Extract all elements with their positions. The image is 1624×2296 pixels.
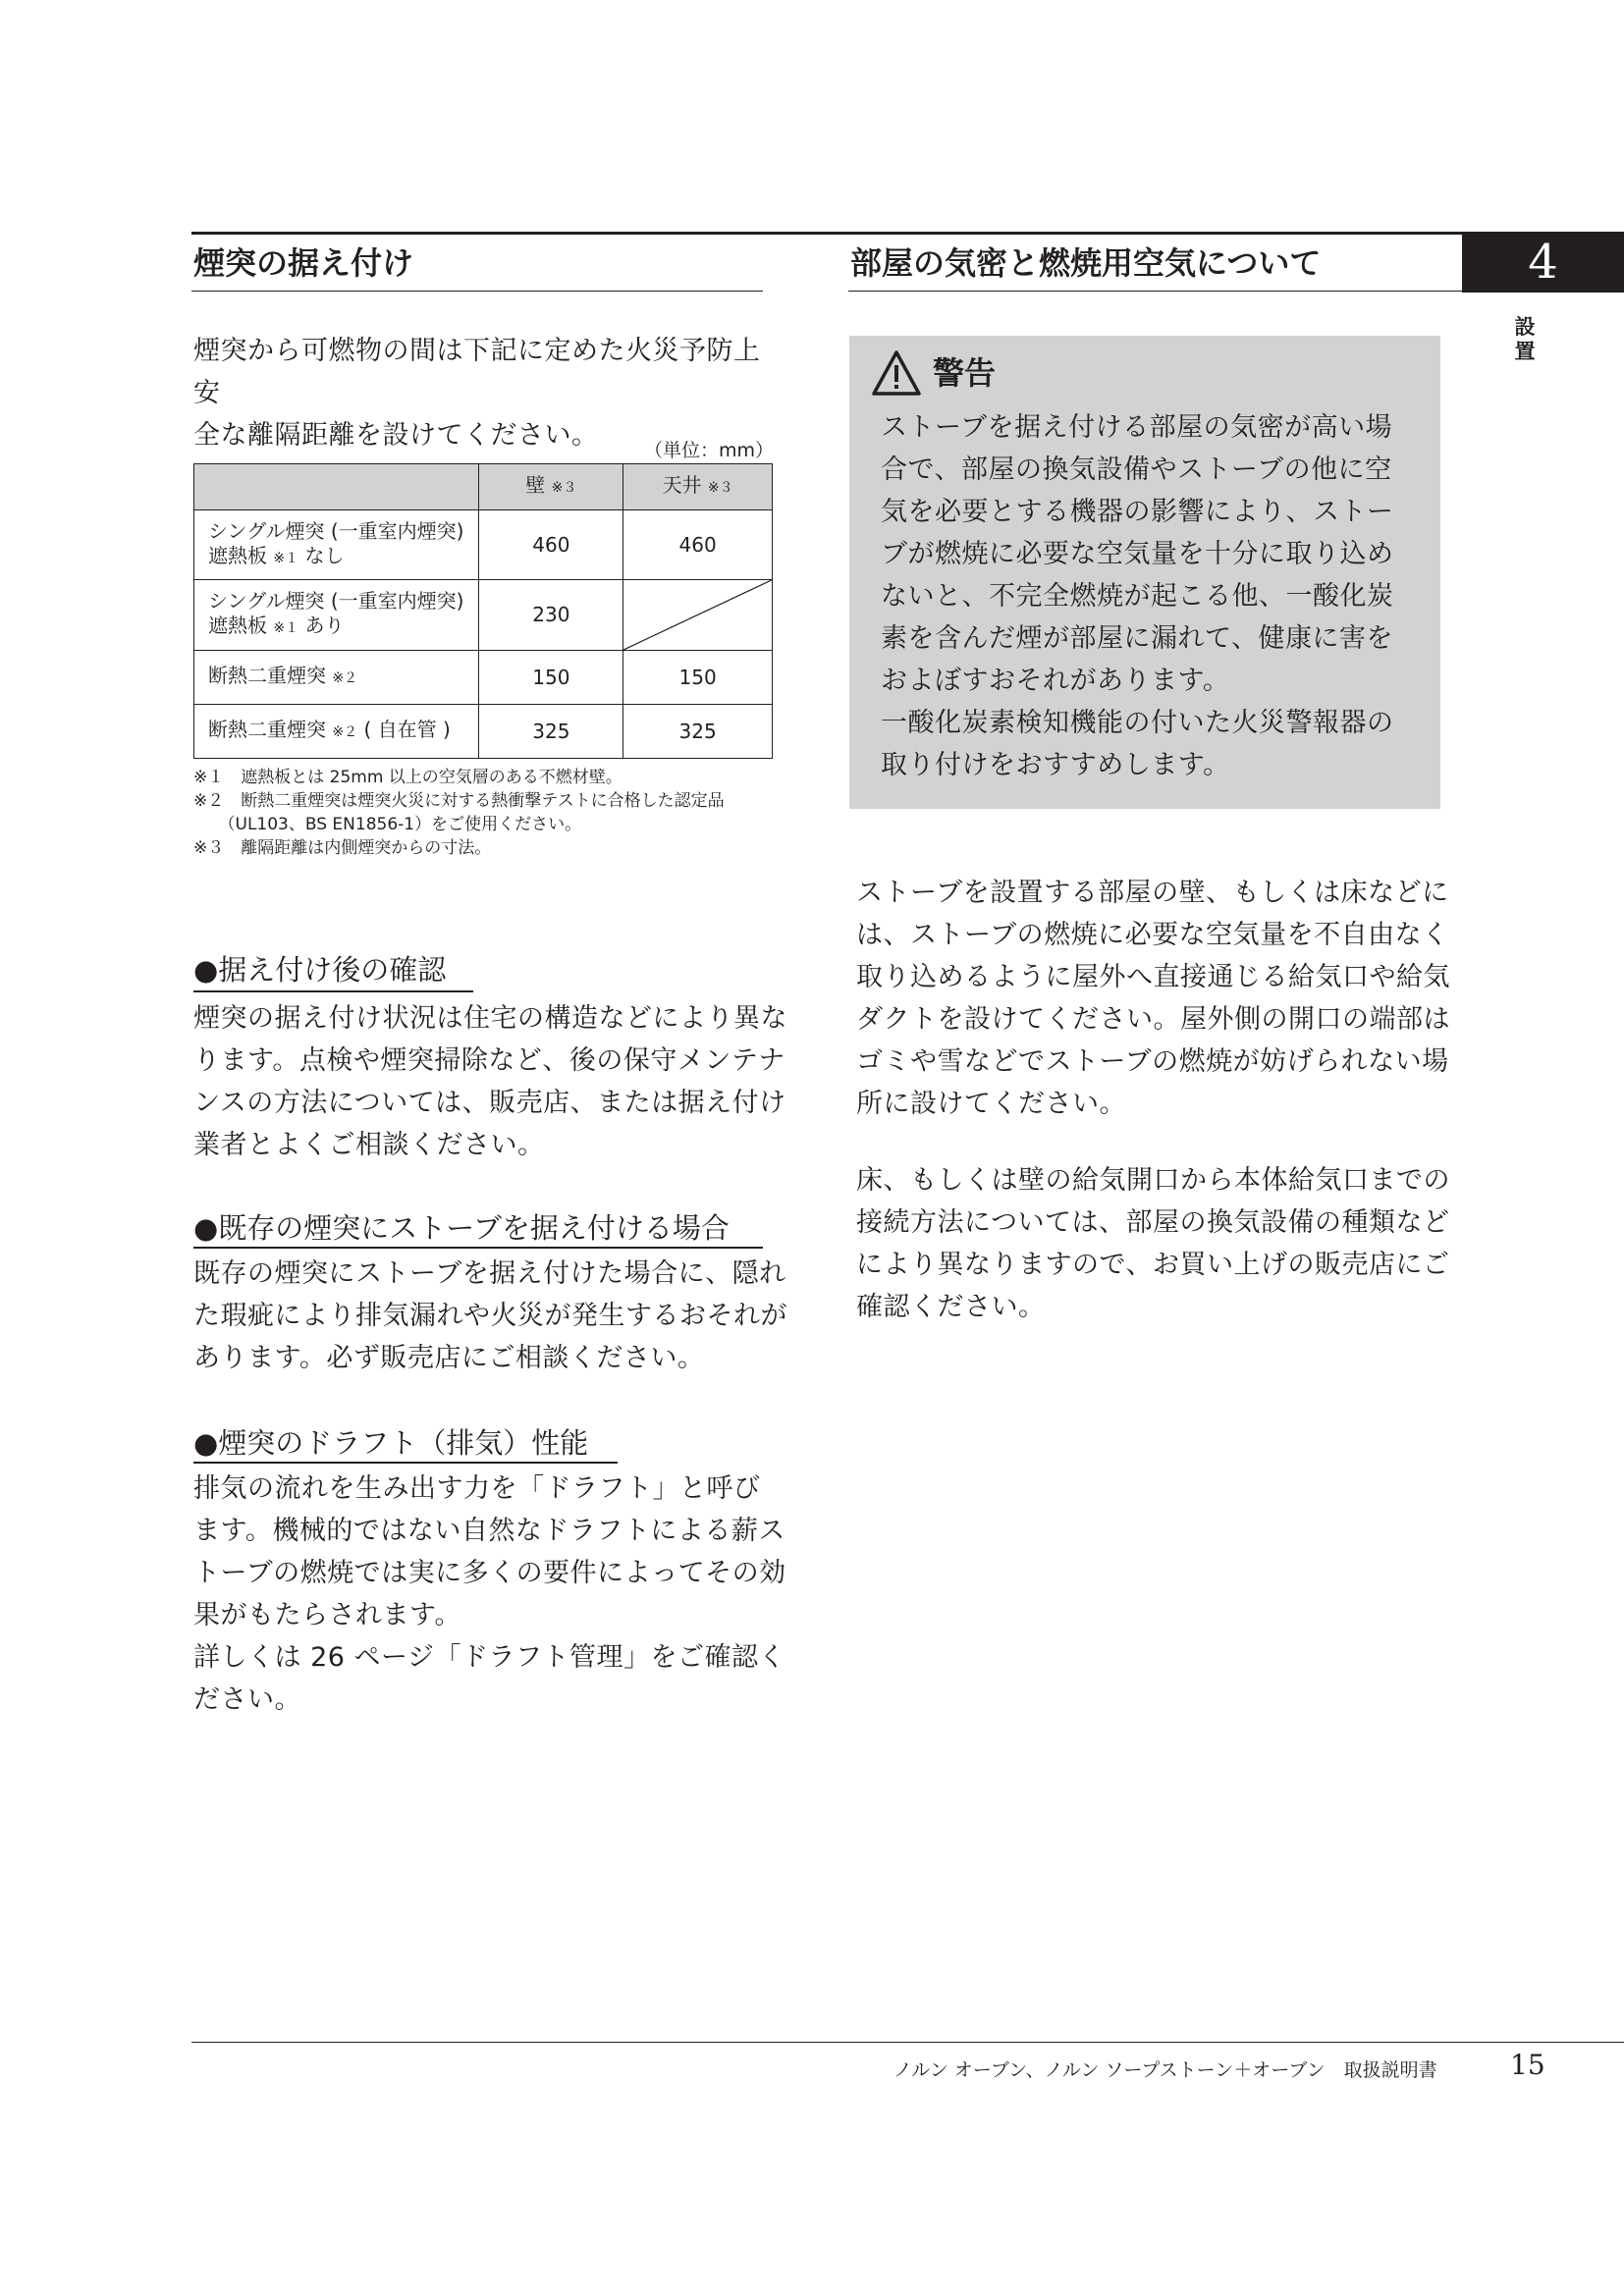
footer-rule	[191, 2042, 1624, 2043]
note-line: ※１ 遮熱板とは 25mm 以上の空気層のある不燃材壁。	[193, 768, 623, 787]
table-row-label: 断熱二重煙突 ※２ ( 自在管 )	[194, 705, 479, 759]
section-body: 煙突の据え付け状況は住宅の構造などにより異な ります。点検や煙突掃除など、後の保守メンテナ ンスの方法については、販売店、または据え付け 業者とよくご相談ください。	[193, 1003, 787, 1160]
section-heading-underline	[193, 990, 473, 992]
section-heading: ●据え付け後の確認	[193, 953, 447, 987]
table-row	[194, 510, 773, 580]
intro-line: 全な離隔距離を設けてください。	[193, 420, 599, 451]
page-number: 15	[1510, 2049, 1545, 2081]
section-body: 既存の煙突にストーブを据え付けた場合に、隠れ た瑕疵により排気漏れや火災が発生するおそれが あります。必ず販売店にご相談ください。	[193, 1258, 787, 1373]
chapter-number-tab	[1462, 232, 1624, 293]
note-line: ※３ 離隔距離は内側煙突からの寸法。	[193, 838, 492, 858]
table-row-label: シングル煙突 (一重室内煙突) 遮熱板 ※１ なし	[194, 510, 479, 580]
right-heading-underline	[848, 291, 1462, 292]
table-header-ceiling: 天井 ※３	[623, 464, 773, 510]
table-row	[194, 651, 773, 705]
table-cell-ceiling: 325	[623, 705, 773, 759]
section-body: 排気の流れを生み出す力を「ドラフト」と呼び ます。機械的ではない自然なドラフトによる薪ス トーブの燃焼では実に多くの要件によってその効 果がもたらされます。 詳しくは 26 ページ「ドラフト管理」をご確認く ださい。	[193, 1473, 786, 1715]
table-row-label: 断熱二重煙突 ※２	[194, 651, 479, 705]
intro-line: 煙突から可燃物の間は下記に定めた火災予防上安	[193, 336, 761, 408]
warning-triangle-icon	[871, 349, 922, 397]
table-row-label: シングル煙突 (一重室内煙突) 遮熱板 ※１ あり	[194, 580, 479, 651]
clearance-table	[193, 463, 773, 759]
section-heading-underline	[193, 1462, 618, 1464]
table-notes	[193, 766, 783, 860]
table-header-blank	[194, 464, 479, 510]
header-rule	[191, 232, 1462, 235]
diagonal-strike	[623, 580, 772, 650]
table-cell-wall: 230	[479, 580, 623, 651]
warning-title: 警告	[933, 354, 997, 392]
section-heading-underline	[193, 1247, 763, 1249]
table-header-wall: 壁 ※３	[479, 464, 623, 510]
table-row	[194, 580, 773, 651]
table-unit-label: （単位：mm）	[643, 440, 774, 461]
table-cell-wall: 460	[479, 510, 623, 580]
note-line: ※２ 断熱二重煙突は煙突火災に対する熱衝撃テストに合格した認定品	[193, 791, 725, 811]
table-cell-ceiling-not-applicable	[623, 580, 773, 651]
table-header-row	[194, 464, 773, 510]
warning-text: ストーブを据え付ける部屋の気密が高い場 合で、部屋の換気設備やストーブの他に空 気を必要とする機器の影響により、ストー ブが燃焼に必要な空気量を十分に取り込め ないと、不完全燃焼が起こる他、一酸化炭 素を含んだ煙が部屋に漏れて、健康に害を およぼすおそれがあります。 一酸化炭素検知機能の付いた火災警報器の 取り付けをおすすめします。	[881, 412, 1394, 780]
chapter-number: 4	[1528, 235, 1558, 290]
table-cell-ceiling: 460	[623, 510, 773, 580]
section-heading: ●煙突のドラフト（排気）性能	[193, 1426, 589, 1460]
table-cell-wall: 150	[479, 651, 623, 705]
left-section-heading: 煙突の据え付け	[193, 244, 414, 282]
right-paragraph: 床、もしくは壁の給気開口から本体給気口までの 接続方法については、部屋の換気設備の種類など により異なりますので、お買い上げの販売店にご 確認ください。	[856, 1165, 1450, 1322]
note-line: （UL103、BS EN1856-1）をご使用ください。	[193, 815, 582, 834]
table-row	[194, 705, 773, 759]
table-cell-wall: 325	[479, 705, 623, 759]
right-paragraph: ストーブを設置する部屋の壁、もしくは床などに は、ストーブの燃焼に必要な空気量を不自由なく 取り込めるように屋外へ直接通じる給気口や給気 ダクトを設けてください。屋外側の開口の端部は ゴミや雪などでストーブの燃焼が妨げられない場 所に設けてください。	[856, 878, 1450, 1119]
table-cell-ceiling: 150	[623, 651, 773, 705]
right-section-heading: 部屋の気密と燃焼用空気について	[850, 244, 1322, 282]
chapter-side-label: 設置	[1514, 314, 1536, 363]
section-heading: ●既存の煙突にストーブを据え付ける場合	[193, 1211, 730, 1245]
footer-title: ノルン オーブン、ノルン ソープストーン＋オーブン 取扱説明書	[893, 2059, 1437, 2081]
warning-box	[849, 336, 1440, 809]
left-heading-underline	[191, 291, 763, 292]
